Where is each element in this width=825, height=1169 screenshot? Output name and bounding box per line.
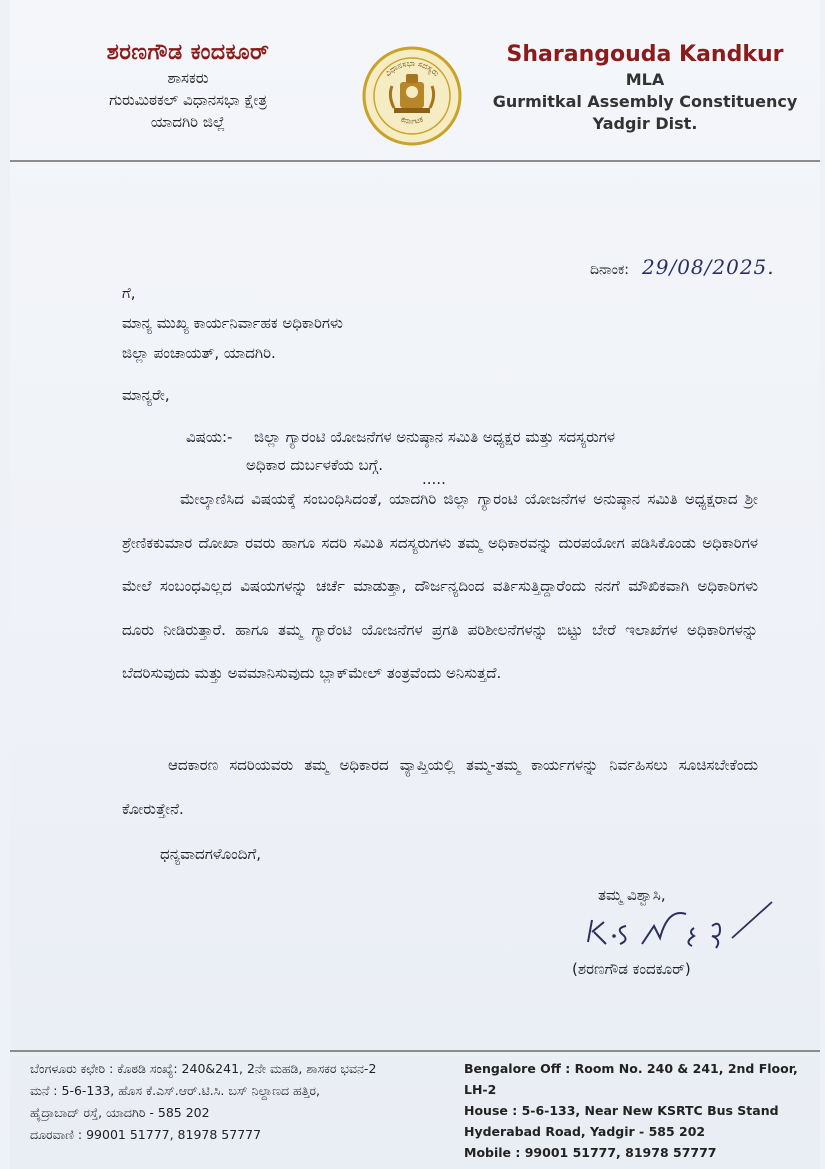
seal-top-text: ವಿಧಾನಸಭಾ ಸದಸ್ಯರು <box>383 58 441 79</box>
handwritten-signature <box>582 898 782 958</box>
salutation-to: ಗೆ, <box>122 284 136 302</box>
karnataka-emblem-seal-icon <box>362 46 462 146</box>
footer-kn-line-4: ದೂರವಾಣಿ : 99001 51777, 81978 57777 <box>30 1127 262 1142</box>
date-value: 29/08/2025. <box>642 255 775 279</box>
recipient-line-1: ಮಾನ್ಯ ಮುಖ್ಯ ಕಾರ್ಯನಿರ್ವಾಹಕ ಅಧಿಕಾರಿಗಳು <box>122 314 343 332</box>
header-english <box>480 42 810 133</box>
body-paragraph-1-text: ಮೇಲ್ಕಾಣಿಸಿದ ವಿಷಯಕ್ಕೆ ಸಂಬಂಧಿಸಿದಂತೆ, ಯಾದಗಿರಿ ಜಿಲ್ಲಾ ಗ್ಯಾರಂಟಿ ಯೋಜನೆಗಳ ಅನುಷ್ಠಾನ ಸಮಿತಿ ಅಧ್ಯಕ್ಷರಾದ ಶ್ರೀ ಶ್ರೇಣಿಕಕುಮಾರ ದೋಖಾ ರವರು ಹಾಗೂ ಸದರಿ ಸಮಿತಿ ಸದಸ್ಯರುಗಳು ತಮ್ಮ ಅಧಿಕಾರವನ್ನು ದುರಪಯೋಗ ಪಡಿಸಿಕೊಂಡು ಅಧಿಕಾರಿಗಳ ಮೇಲೆ ಸಂಬಂಧವಿಲ್ಲದ ವಿಷಯಗಳನ್ನು ಚರ್ಚೆ ಮಾಡುತ್ತಾ, ದೌರ್ಜನ್ಯದಿಂದ ವರ್ತಿಸುತ್ತಿದ್ದಾರೆಂದು ನನಗೆ ಮೌಖಿಕವಾಗಿ ಅಧಿಕಾರಿಗಳು ದೂರು ನೀಡಿರುತ್ತಾರೆ. ಹಾಗೂ ತಮ್ಮ ಗ್ಯಾರೆಂಟಿ ಯೋಜನೆಗಳ ಪ್ರಗತಿ ಪರಿಶೀಲನೆಗಳನ್ನು ಬಿಟ್ಟು ಬೇರೆ ಇಲಾಖೆಗಳ ಅಧಿಕಾರಿಗಳನ್ನು ಬೆದರಿಸುವುದು ಮತ್ತು ಅವಮಾನಿಸುವುದು ಬ್ಲಾಕ್‌ಮೇಲ್ ತಂತ್ರವೆಂದು ಅನಿಸುತ್ತದೆ. <box>122 490 758 682</box>
letterhead-page <box>10 0 820 1169</box>
greeting: ಮಾನ್ಯರೇ, <box>122 386 170 404</box>
seal-bottom-text: ಕರ್ನಾಟಕ <box>399 114 425 127</box>
footer-en-line-4: Mobile : 99001 51777, 81978 57777 <box>464 1145 717 1160</box>
mla-title-kannada: ಶಾಸಕರು <box>167 69 209 87</box>
district-kannada: ಯಾದಗಿರಿ ಜಿಲ್ಲೆ <box>150 113 226 131</box>
footer-en-line-1: Bengalore Off : Room No. 240 & 241, 2nd Floor, LH-2 <box>464 1061 798 1097</box>
subject-label: ವಿಷಯ:- <box>186 428 233 446</box>
footer-kn-line-2: ಮನೆ : 5-6-133, ಹೊಸ ಕೆ.ಎಸ್.ಆರ್.ಟಿ.ಸಿ. ಬಸ್ ನಿಲ್ದಾಣದ ಹತ್ತಿರ, <box>30 1083 320 1098</box>
constituency-english: Gurmitkal Assembly Constituency <box>492 92 798 111</box>
body-paragraph-1 <box>122 478 758 696</box>
footer-address-kannada <box>30 1058 470 1146</box>
header-divider <box>10 160 820 162</box>
date-label: ದಿನಾಂಕ: <box>590 262 629 278</box>
closing-line: ತಮ್ಮ ವಿಶ್ವಾಸಿ, <box>598 886 666 904</box>
thanks-line: ಧನ್ಯವಾದಗಳೊಂದಿಗೆ, <box>160 845 261 863</box>
district-english: Yadgir Dist. <box>592 114 698 133</box>
footer-divider <box>10 1050 820 1052</box>
mla-name-english: Sharangouda Kandkur <box>506 42 784 67</box>
subject-dots: ..... <box>422 470 446 488</box>
footer-address-english <box>464 1058 814 1163</box>
footer-kn-line-3: ಹೈದ್ರಾಬಾದ್ ರಸ್ತೆ, ಯಾದಗಿರಿ - 585 202 <box>30 1105 210 1120</box>
body-paragraph-2 <box>122 744 758 831</box>
subject-line-2: ಅಧಿಕಾರ ದುರ್ಬಳಕೆಯ ಬಗ್ಗೆ. <box>246 456 384 474</box>
constituency-kannada: ಗುರುಮಿಠಕಲ್ ವಿಧಾನಸಭಾ ಕ್ಷೇತ್ರ <box>109 91 267 109</box>
footer-en-line-3: Hyderabad Road, Yadgir - 585 202 <box>464 1124 706 1139</box>
signatory-name: (ಶರಣಗೌಡ ಕಂದಕೂರ್) <box>572 960 691 978</box>
mla-name-kannada: ಶರಣಗೌಡ ಕಂದಕೂರ್ <box>106 40 270 65</box>
footer-en-line-2: House : 5-6-133, Near New KSRTC Bus Stand <box>464 1103 779 1118</box>
mla-title-english: MLA <box>625 70 665 89</box>
subject-line-1: ಜಿಲ್ಲಾ ಗ್ಯಾರಂಟಿ ಯೋಜನೆಗಳ ಅನುಷ್ಠಾನ ಸಮಿತಿ ಅಧ್ಯಕ್ಷರ ಮತ್ತು ಸದಸ್ಯರುಗಳ <box>254 428 616 446</box>
footer-kn-line-1: ಬೆಂಗಳೂರು ಕಛೇರಿ : ಕೊಠಡಿ ಸಂಖ್ಯೆ: 240&241, 2ನೇ ಮಹಡಿ, ಶಾಸಕರ ಭವನ-2 <box>30 1061 377 1076</box>
recipient-line-2: ಜಿಲ್ಲಾ ಪಂಚಾಯತ್, ಯಾದಗಿರಿ. <box>122 344 276 362</box>
header-kannada <box>38 40 338 131</box>
body-paragraph-2-text: ಆದಕಾರಣ ಸದರಿಯವರು ತಮ್ಮ ಅಧಿಕಾರದ ವ್ಯಾಪ್ತಿಯಲ್ಲಿ ತಮ್ಮ-ತಮ್ಮ ಕಾರ್ಯಗಳನ್ನು ನಿರ್ವಹಿಸಲು ಸೂಚಿಸಬೇಕೆಂದು ಕೋರುತ್ತೇನೆ. <box>122 756 758 818</box>
